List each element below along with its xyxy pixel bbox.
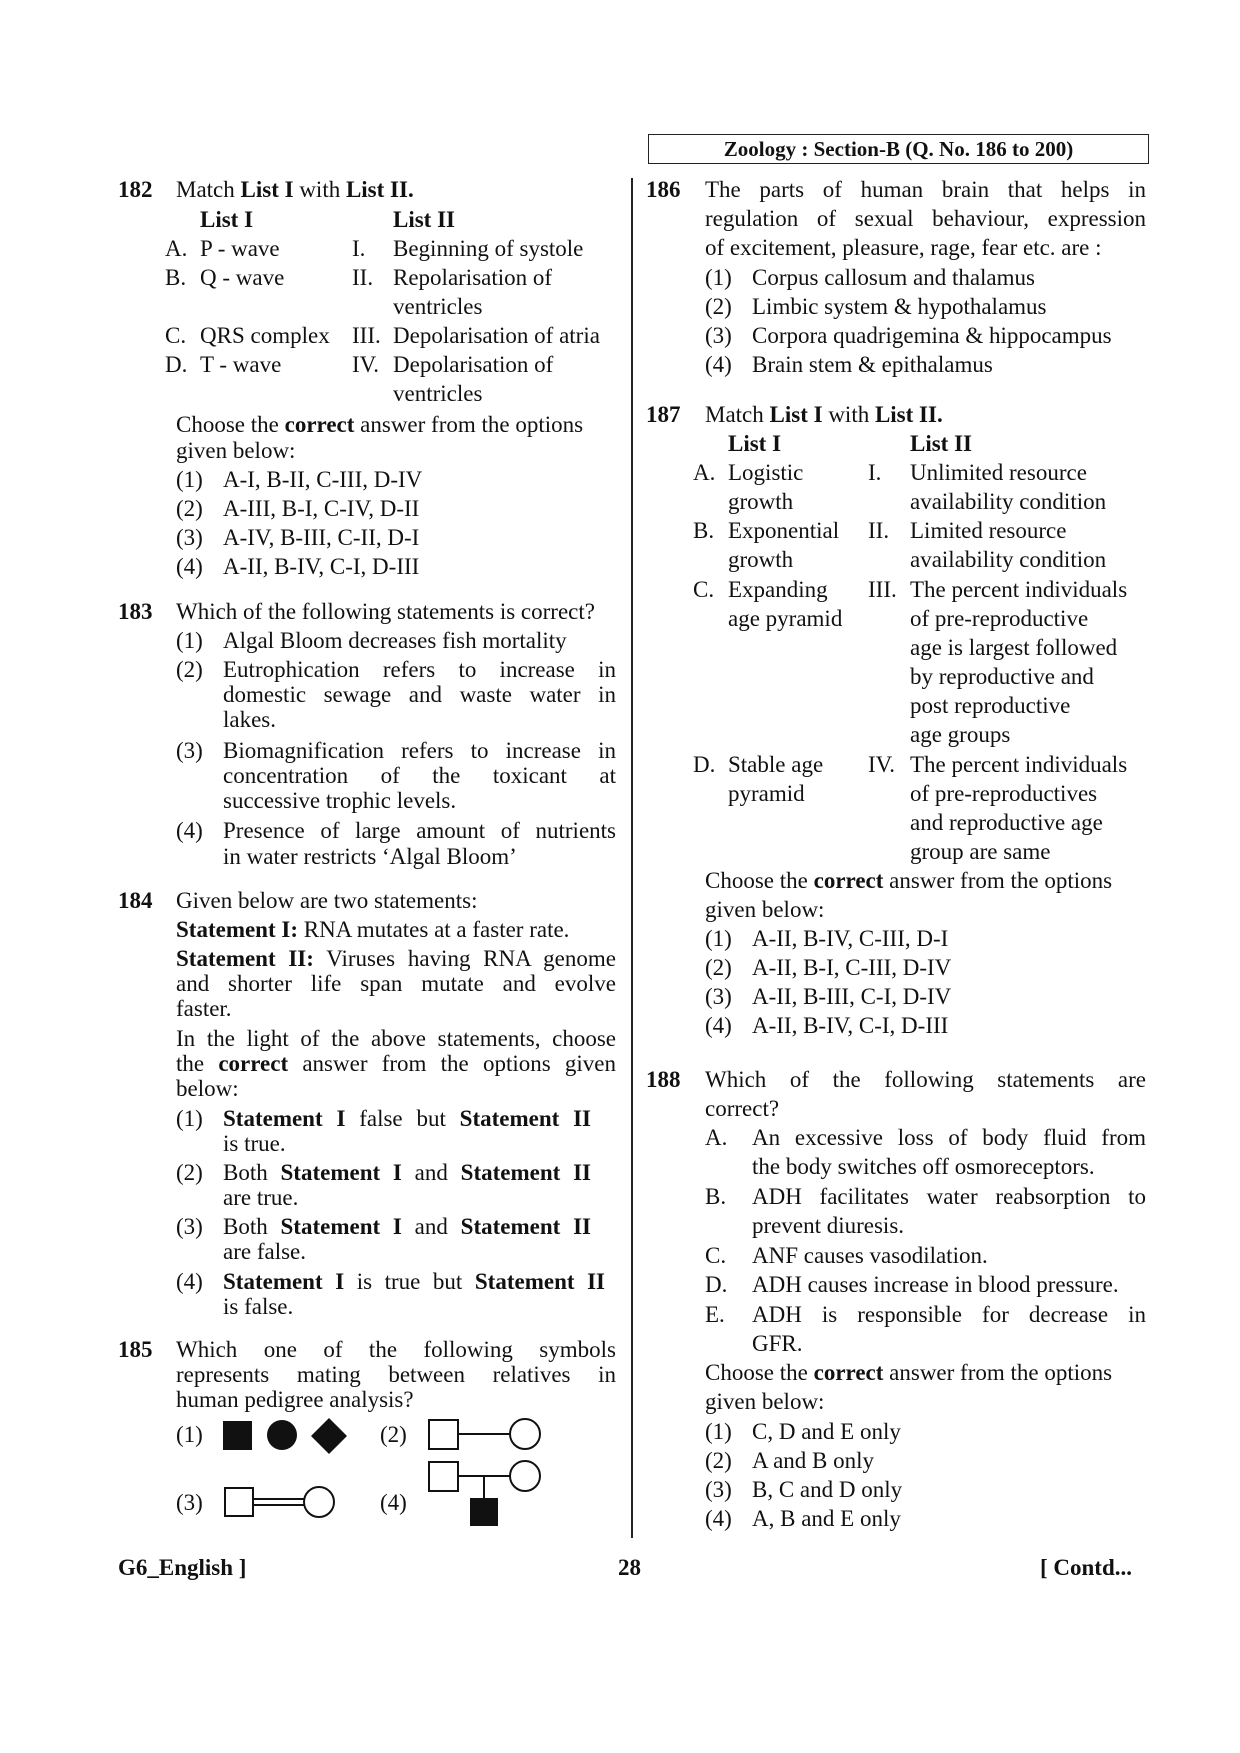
row-key: A. bbox=[165, 236, 188, 261]
roman-numeral: I. bbox=[868, 460, 882, 485]
question-stem: The parts of human brain that helps in bbox=[705, 177, 1146, 202]
question-number: 187 bbox=[646, 402, 681, 427]
statement-text-cont: prevent diuresis. bbox=[752, 1213, 905, 1238]
list-i-item: Stable age bbox=[728, 752, 824, 777]
question-stem: Match List I with List II. bbox=[705, 402, 943, 427]
option-text[interactable]: Eutrophication refers to increase in bbox=[223, 657, 616, 682]
option-number: (3) bbox=[705, 984, 732, 1009]
row-key: D. bbox=[693, 752, 716, 777]
option-number: (4) bbox=[705, 1013, 732, 1038]
list-i-item-cont: growth bbox=[728, 489, 794, 514]
option-text[interactable]: A, B and E only bbox=[752, 1506, 901, 1531]
option-text[interactable]: A-II, B-IV, C-I, D-III bbox=[752, 1013, 949, 1038]
question-number: 188 bbox=[646, 1067, 681, 1092]
question-stem: Match List I with List II. bbox=[176, 177, 414, 202]
choose-instruction-cont: given below: bbox=[705, 897, 825, 922]
statement-text: ADH facilitates water reabsorption to bbox=[752, 1184, 1146, 1209]
male-icon bbox=[225, 1488, 253, 1516]
question-number: 184 bbox=[118, 888, 153, 913]
option-number: (4) bbox=[380, 1490, 407, 1515]
list-ii-item-cont: of pre-reproductives bbox=[910, 781, 1098, 806]
option-number: (3) bbox=[705, 1477, 732, 1502]
question-stem: Which of the following statements are bbox=[705, 1067, 1146, 1092]
option-number: (4) bbox=[176, 1269, 203, 1294]
option-number: (4) bbox=[705, 1506, 732, 1531]
affected-female-icon bbox=[267, 1420, 297, 1450]
roman-numeral: III. bbox=[352, 323, 381, 348]
option-text[interactable]: C, D and E only bbox=[752, 1419, 901, 1444]
list-ii-item: Limited resource bbox=[910, 518, 1067, 543]
female-icon bbox=[510, 1419, 540, 1449]
option-text[interactable]: Presence of large amount of nutrients bbox=[223, 818, 616, 843]
male-icon bbox=[429, 1462, 458, 1491]
list-ii-item-cont: by reproductive and bbox=[910, 664, 1094, 689]
statement-2: Statement II: Viruses having RNA genome bbox=[176, 946, 616, 971]
option-number: (1) bbox=[176, 467, 203, 492]
option-text-cont[interactable]: in water restricts ‘Algal Bloom’ bbox=[223, 844, 517, 869]
statement-text-cont: GFR. bbox=[752, 1331, 803, 1356]
roman-numeral: II. bbox=[352, 265, 374, 290]
female-icon bbox=[510, 1461, 540, 1491]
list-ii-item-cont: age is largest followed bbox=[910, 635, 1118, 660]
option-text[interactable]: B, C and D only bbox=[752, 1477, 903, 1502]
option-text[interactable]: Both Statement I and Statement II bbox=[223, 1214, 591, 1239]
list-ii-item: The percent individuals bbox=[910, 752, 1128, 777]
affected-sex-unspecified-icon bbox=[311, 1418, 347, 1454]
option-number: (4) bbox=[176, 554, 203, 579]
male-icon bbox=[429, 1420, 458, 1449]
option-number: (1) bbox=[176, 1106, 203, 1131]
option-number: (4) bbox=[176, 818, 203, 843]
statement-text: ANF causes vasodilation. bbox=[752, 1243, 988, 1268]
list-i-item: Q - wave bbox=[200, 265, 285, 290]
statement-key: E. bbox=[705, 1302, 725, 1327]
row-key: A. bbox=[693, 460, 716, 485]
list-ii-item: Depolarisation of atria bbox=[393, 323, 600, 348]
question-stem: Given below are two statements: bbox=[176, 888, 478, 913]
question-number: 186 bbox=[646, 177, 681, 202]
option-text[interactable]: Limbic system & hypothalamus bbox=[752, 294, 1047, 319]
statement-key: A. bbox=[705, 1125, 728, 1150]
statement-2-cont: and shorter life span mutate and evolve bbox=[176, 971, 616, 996]
pedigree-symbols-option-3[interactable] bbox=[224, 1486, 336, 1520]
list-i-item: T - wave bbox=[200, 352, 282, 377]
list-ii-item-cont: age groups bbox=[910, 722, 1011, 747]
list-i-item-cont: growth bbox=[728, 547, 794, 572]
pedigree-symbols-option-1[interactable] bbox=[222, 1418, 352, 1458]
option-number: (1) bbox=[705, 926, 732, 951]
list-i-item: Logistic bbox=[728, 460, 804, 485]
option-text[interactable]: A-IV, B-III, C-II, D-I bbox=[223, 525, 420, 550]
roman-numeral: II. bbox=[868, 518, 890, 543]
list-ii-item-cont: and reproductive age bbox=[910, 810, 1103, 835]
question-number: 185 bbox=[118, 1337, 153, 1362]
option-text[interactable]: A-II, B-IV, C-I, D-III bbox=[223, 554, 420, 579]
option-number: (3) bbox=[176, 738, 203, 763]
choose-instruction-cont: given below: bbox=[705, 1389, 825, 1414]
footer-page-number: 28 bbox=[618, 1555, 641, 1580]
option-number: (2) bbox=[176, 1160, 203, 1185]
column-divider bbox=[631, 178, 633, 1538]
option-number: (3) bbox=[176, 525, 203, 550]
roman-numeral: I. bbox=[352, 236, 366, 261]
question-stem-cont: represents mating between relatives in bbox=[176, 1362, 616, 1387]
option-text[interactable]: Both Statement I and Statement II bbox=[223, 1160, 591, 1185]
choose-instruction: Choose the correct answer from the options bbox=[705, 1360, 1113, 1385]
list-i-item: QRS complex bbox=[200, 323, 330, 348]
question-number: 183 bbox=[118, 599, 153, 624]
list-i-heading: List I bbox=[200, 207, 254, 232]
option-text[interactable]: A-III, B-I, C-IV, D-II bbox=[223, 496, 420, 521]
option-number: (3) bbox=[176, 1490, 203, 1515]
option-number: (4) bbox=[705, 352, 732, 377]
question-number: 182 bbox=[118, 177, 153, 202]
list-i-item-cont: pyramid bbox=[728, 781, 805, 806]
instruction: In the light of the above statements, choose bbox=[176, 1026, 616, 1051]
list-ii-heading: List II bbox=[393, 207, 455, 232]
question-stem-cont: correct? bbox=[705, 1096, 780, 1121]
option-number: (1) bbox=[705, 1419, 732, 1444]
question-stem: Which one of the following symbols bbox=[176, 1337, 616, 1362]
choose-instruction: Choose the correct answer from the options bbox=[705, 868, 1113, 893]
list-i-item: Expanding bbox=[728, 577, 828, 602]
female-icon bbox=[304, 1487, 334, 1517]
statement-key: B. bbox=[705, 1184, 727, 1209]
affected-offspring-icon bbox=[470, 1498, 498, 1526]
section-header: Zoology : Section-B (Q. No. 186 to 200) bbox=[648, 134, 1149, 164]
instruction-cont: below: bbox=[176, 1076, 239, 1101]
affected-male-icon bbox=[223, 1421, 252, 1450]
statement-key: C. bbox=[705, 1243, 727, 1268]
row-key: D. bbox=[165, 352, 188, 377]
question-stem-cont: human pedigree analysis? bbox=[176, 1387, 414, 1412]
row-key: C. bbox=[165, 323, 187, 348]
option-number: (1) bbox=[176, 1422, 203, 1447]
instruction-cont: the correct answer from the options given bbox=[176, 1051, 616, 1076]
option-number: (1) bbox=[176, 628, 203, 653]
list-ii-item-cont: availability condition bbox=[910, 489, 1107, 514]
option-text[interactable]: A-II, B-IV, C-III, D-I bbox=[752, 926, 949, 951]
row-key: B. bbox=[165, 265, 187, 290]
list-ii-item: Depolarisation of bbox=[393, 352, 554, 377]
option-text-cont[interactable]: lakes. bbox=[223, 707, 277, 732]
roman-numeral: III. bbox=[868, 577, 897, 602]
list-ii-item-cont: group are same bbox=[910, 839, 1051, 864]
list-i-item: P - wave bbox=[200, 236, 280, 261]
option-text[interactable]: Algal Bloom decreases fish mortality bbox=[223, 628, 567, 653]
option-text[interactable]: Statement I is true but Statement II bbox=[223, 1269, 605, 1294]
statement-2-cont: faster. bbox=[176, 996, 232, 1021]
footer-contd: [ Contd... bbox=[1040, 1555, 1133, 1580]
list-i-item: Exponential bbox=[728, 518, 840, 543]
question-stem-cont: of excitement, pleasure, rage, fear etc. are : bbox=[705, 235, 1102, 260]
roman-numeral: IV. bbox=[352, 352, 380, 377]
choose-instruction: Choose the correct answer from the options bbox=[176, 412, 584, 437]
option-text-cont[interactable]: concentration of the toxicant at bbox=[223, 763, 616, 788]
option-number: (2) bbox=[176, 657, 203, 682]
statement-text: An excessive loss of body fluid from bbox=[752, 1125, 1146, 1150]
row-key: B. bbox=[693, 518, 715, 543]
statement-text: ADH causes increase in blood pressure. bbox=[752, 1272, 1119, 1297]
question-stem-cont: regulation of sexual behaviour, expression bbox=[705, 206, 1146, 231]
option-number: (2) bbox=[705, 294, 732, 319]
list-ii-item: The percent individuals bbox=[910, 577, 1128, 602]
list-i-heading: List I bbox=[728, 431, 782, 456]
option-text[interactable]: Statement I false but Statement II bbox=[223, 1106, 592, 1131]
list-i-item-cont: age pyramid bbox=[728, 606, 843, 631]
list-ii-item-cont: availability condition bbox=[910, 547, 1107, 572]
list-ii-item-cont: ventricles bbox=[393, 294, 483, 319]
statement-text: ADH is responsible for decrease in bbox=[752, 1302, 1146, 1327]
question-stem: Which of the following statements is correct? bbox=[176, 599, 595, 624]
list-ii-heading: List II bbox=[910, 431, 972, 456]
list-ii-item: Repolarisation of bbox=[393, 265, 553, 290]
statement-text-cont: the body switches off osmoreceptors. bbox=[752, 1154, 1095, 1179]
option-text-cont[interactable]: domestic sewage and waste water in bbox=[223, 682, 616, 707]
option-text[interactable]: A-I, B-II, C-III, D-IV bbox=[223, 467, 423, 492]
option-text-cont[interactable]: successive trophic levels. bbox=[223, 788, 457, 813]
option-number: (2) bbox=[176, 496, 203, 521]
pedigree-symbols-option-2[interactable] bbox=[428, 1418, 544, 1528]
option-text[interactable]: A-II, B-III, C-I, D-IV bbox=[752, 984, 952, 1009]
option-text[interactable]: Biomagnification refers to increase in bbox=[223, 738, 616, 763]
list-ii-item-cont: post reproductive bbox=[910, 693, 1071, 718]
statement-key: D. bbox=[705, 1272, 728, 1297]
footer-booklet-code: G6_English ] bbox=[118, 1555, 247, 1580]
option-number: (3) bbox=[705, 323, 732, 348]
roman-numeral: IV. bbox=[868, 752, 896, 777]
option-number: (1) bbox=[705, 265, 732, 290]
option-number: (2) bbox=[380, 1422, 407, 1447]
option-number: (3) bbox=[176, 1214, 203, 1239]
option-number: (2) bbox=[705, 955, 732, 980]
option-text[interactable]: A-II, B-I, C-III, D-IV bbox=[752, 955, 952, 980]
option-text[interactable]: Corpora quadrigemina & hippocampus bbox=[752, 323, 1112, 348]
option-text-cont[interactable]: are true. bbox=[223, 1185, 299, 1210]
list-ii-item-cont: ventricles bbox=[393, 381, 483, 406]
option-text-cont[interactable]: are false. bbox=[223, 1239, 306, 1264]
list-ii-item: Beginning of systole bbox=[393, 236, 584, 261]
option-text[interactable]: Brain stem & epithalamus bbox=[752, 352, 993, 377]
option-number: (2) bbox=[705, 1448, 732, 1473]
option-text-cont[interactable]: is true. bbox=[223, 1131, 286, 1156]
statement-1: Statement I: RNA mutates at a faster rate. bbox=[176, 917, 570, 942]
row-key: C. bbox=[693, 577, 715, 602]
choose-instruction-cont: given below: bbox=[176, 438, 296, 463]
option-text[interactable]: Corpus callosum and thalamus bbox=[752, 265, 1035, 290]
option-text[interactable]: A and B only bbox=[752, 1448, 875, 1473]
list-ii-item-cont: of pre-reproductive bbox=[910, 606, 1089, 631]
option-text-cont[interactable]: is false. bbox=[223, 1294, 294, 1319]
list-ii-item: Unlimited resource bbox=[910, 460, 1087, 485]
